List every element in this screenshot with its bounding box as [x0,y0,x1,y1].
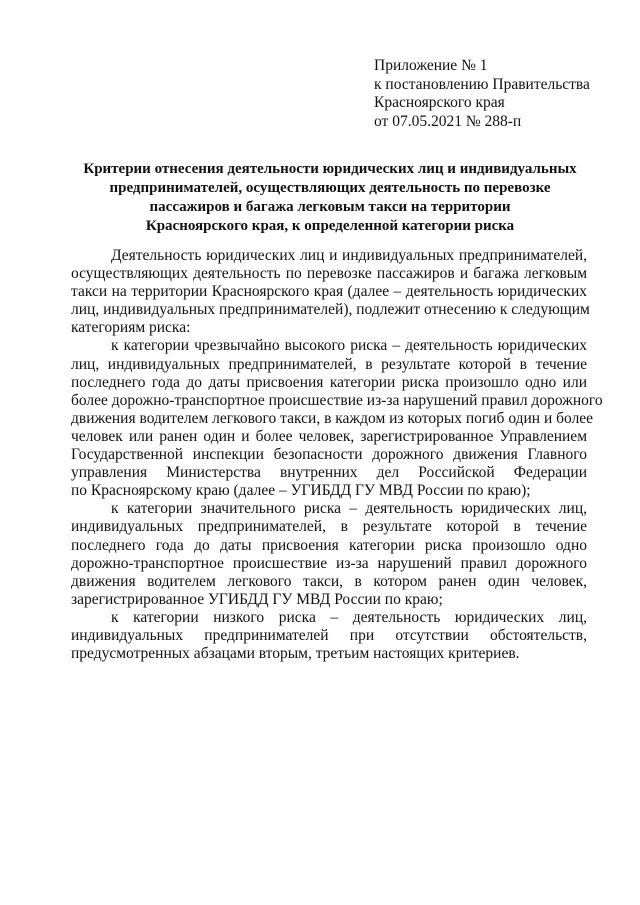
text-line: индивидуальных предпринимателей, в результате которой в течение [71,518,587,536]
text-line: категориям риска: [71,319,191,337]
text-line: к категории значительного риска – деятельность юридических лиц, [111,500,587,518]
text-line: человек или ранен один и более человек, зарегистрированное Управлением [71,427,587,445]
text-line: лиц, индивидуальных предпринимателей), подлежит отнесению к следующим [71,301,590,319]
document-body [71,247,603,663]
paragraph-intro [71,247,590,337]
text-line: индивидуальных предпринимателей при отсутствии обстоятельств, [71,626,587,644]
text-line: к категории чрезвычайно высокого риска – деятельность юридических [111,337,587,355]
text-line: последнего года до даты присвоения категории риска произошло одно [71,536,587,554]
document-title [70,160,590,236]
text-line: такси на территории Красноярского края (далее – деятельность юридических [71,283,587,301]
text-line: лиц, индивидуальных предпринимателей, в результате которой в течение [71,355,587,373]
appendix-resolution: к постановлению Правительства [374,75,590,93]
text-line: зарегистрированное УГИБДД ГУ МВД России по краю; [71,590,443,608]
text-line: последнего года до даты присвоения категории риска произошло одно или [71,373,587,391]
text-line: Деятельность юридических лиц и индивидуальных предпринимателей, [111,247,587,264]
text-line: управления Министерства внутренних дел Российской Федерации [71,464,587,482]
appendix-date: от 07.05.2021 № 288-п [374,112,522,130]
text-line: более дорожно-транспортное происшествие из-за нарушений правил дорожного [71,391,603,409]
title-line: пассажиров и багажа легковым такси на территории [149,199,511,215]
text-line: дорожно-транспортное происшествие из-за нарушений правил дорожного [71,554,587,572]
text-line: по Красноярскому краю (далее – УГИБДД ГУ МВД России по краю); [71,482,531,500]
text-line: движения водителем легкового такси, в котором ранен один человек, [71,572,587,590]
appendix-number: Приложение № 1 [374,57,488,74]
text-line: предусмотренных абзацами вторым, третьим настоящих критериев. [71,645,520,663]
paragraph-low-risk [71,609,587,663]
title-line: Критерии отнесения деятельности юридических лиц и индивидуальных [83,161,577,177]
text-line: движения водителем легкового такси, в каждом из которых погиб один и более [71,409,594,427]
appendix-region: Красноярского края [374,94,505,111]
title-line: Красноярского края, к определенной категории риска [145,218,515,234]
paragraph-significant-risk [71,500,587,609]
appendix-header [374,57,590,131]
text-line: к категории низкого риска – деятельность юридических лиц, [111,608,587,626]
paragraph-extremely-high-risk [71,337,603,500]
text-line: Государственной инспекции безопасности дорожного движения Главного [71,446,587,464]
title-line: предпринимателей, осуществляющих деятельность по перевозке [109,180,551,196]
text-line: осуществляющих деятельность по перевозке пассажиров и багажа легковым [71,265,587,283]
